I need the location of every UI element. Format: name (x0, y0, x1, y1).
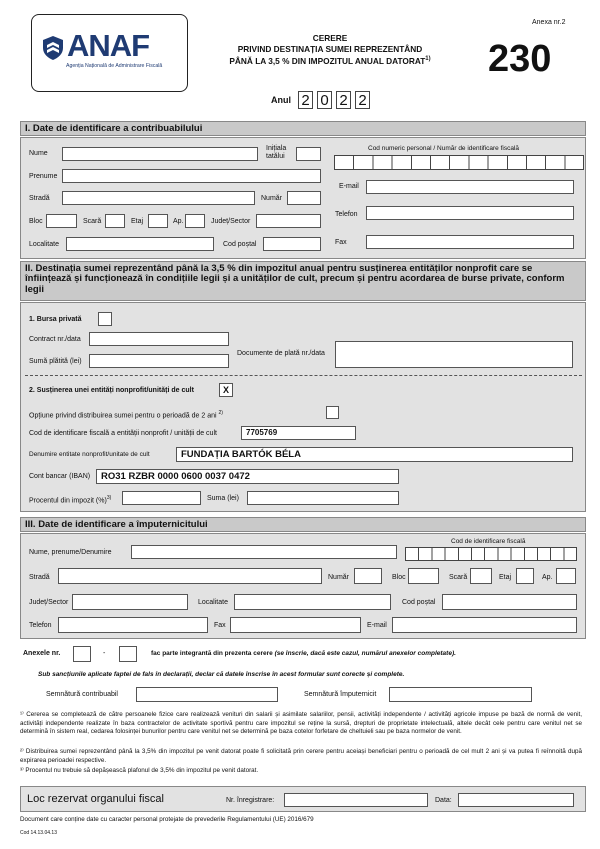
title-line3-wrap (200, 54, 460, 66)
footnote-2: ²⁾ Distribuirea sumei reprezentând până la 3,5% din impozitul pe venit datorat poate fi solicitată prin cerere pentru aceiași beneficiari pentru o perioadă de cel mult 2 ani și va putea fi reînnoită după expirarea perioadei respective. (20, 748, 582, 764)
field-fax[interactable] (366, 235, 574, 249)
label-denumire: Denumire entitate nonprofit/unitate de cult (29, 451, 150, 458)
label-numar: Număr (261, 195, 283, 202)
label-imp-judet: Județ/Sector (29, 599, 69, 606)
label-scara: Scară (83, 218, 102, 225)
field-bloc[interactable] (46, 214, 77, 228)
reserved-panel (20, 786, 586, 812)
label-bursa: 1. Bursa privată (29, 316, 82, 323)
section3-title: III. Date de identificare a împuternicitului (20, 517, 586, 532)
label-imp-numar: Număr (328, 574, 350, 581)
anaf-shield-icon (42, 35, 64, 61)
field-imp-bloc[interactable] (408, 568, 439, 584)
label-bloc: Bloc (29, 218, 43, 225)
field-nr-inreg[interactable] (284, 793, 428, 807)
field-cod-postal[interactable] (263, 237, 321, 251)
field-scara[interactable] (105, 214, 125, 228)
field-suma-platita[interactable] (89, 354, 229, 368)
year-digit-4[interactable]: 2 (355, 91, 370, 109)
label-optiune-wrap (29, 410, 223, 419)
anexe-text-italic: (se înscrie, dacă este cazul, numărul anexelor completate). (274, 650, 456, 657)
fals-warning: Sub sancțiunile aplicate faptei de fals în declarații, declar că datele înscrise în acest formular sunt corecte și complete. (38, 671, 405, 678)
checkbox-optiune[interactable] (326, 406, 339, 419)
label-contract: Contract nr./data (29, 336, 81, 343)
field-imp-ap[interactable] (556, 568, 576, 584)
label-etaj: Etaj (131, 218, 144, 225)
year-digit-3[interactable]: 2 (336, 91, 351, 109)
footnote-1: ¹⁾ Cererea se completează de către persoanele fizice care realizează venituri din salarii și asimilate salariilor, pensii, activități independente / activități agricole impuse pe bază de normă de venit, activități independente realizate în baza contractelor de activitate sportivă pentru care impozitul se reține la sursă, drepturi de proprietate intelectuală, altele decât cele pentru care venitul net se determină în sistem real, cedarea folosinței bunurilor pentru care venitul net se determină pe baza cotelor forfetare de cheltuieli sau pe baza normelor de venit. (20, 711, 582, 735)
field-ap[interactable] (185, 214, 205, 228)
label-imp-email: E-mail (367, 622, 387, 629)
year-digit-1[interactable]: 2 (298, 91, 313, 109)
field-imp-strada[interactable] (58, 568, 322, 584)
label-sig-contrib: Semnătură contribuabil (46, 691, 118, 698)
label-imp-etaj: Etaj (499, 574, 512, 581)
label-imp-scara: Scară (449, 574, 468, 581)
label-sustinere: 2. Susținerea unei entități nonprofit/unități de cult (29, 387, 194, 394)
form-number: 230 (488, 38, 552, 80)
field-sig-imput[interactable] (389, 687, 532, 702)
label-suma-platita: Sumă plătită (lei) (29, 358, 82, 365)
label-suma: Suma (lei) (207, 495, 239, 502)
field-data[interactable] (458, 793, 574, 807)
field-localitate[interactable] (66, 237, 214, 251)
field-telefon[interactable] (366, 206, 574, 220)
label-prenume: Prenume (29, 173, 58, 180)
label-judet: Județ/Sector (211, 218, 251, 225)
label-tatalui: tatălui (266, 153, 285, 160)
section3-panel (20, 533, 586, 639)
annex-label: Anexa nr.2 (532, 19, 566, 26)
field-imp-fax[interactable] (230, 617, 361, 633)
checkbox-sustinere[interactable]: X (219, 383, 233, 397)
label-imp-strada: Stradă (29, 574, 50, 581)
field-suma[interactable] (247, 491, 399, 505)
label-strada: Stradă (29, 195, 50, 202)
field-contract[interactable] (89, 332, 229, 346)
field-nume[interactable] (62, 147, 258, 161)
loc-rezervat: Loc rezervat organului fiscal (27, 793, 164, 805)
field-imp-email[interactable] (392, 617, 577, 633)
field-imp-numar[interactable] (354, 568, 382, 584)
gdpr-note: Document care conține date cu caracter personal protejate de prevederile Regulamentului (UE) 2016/679 (20, 816, 314, 823)
field-numar[interactable] (287, 191, 321, 205)
label-nr-inreg: Nr. înregistrare: (226, 797, 275, 804)
year-label: Anul (271, 95, 291, 105)
title-line3: PÂNĂ LA 3,5 % DIN IMPOZITUL ANUAL DATORAT (229, 55, 426, 66)
label-data: Data: (435, 797, 452, 804)
field-sig-contrib[interactable] (136, 687, 278, 702)
label-documente: Documente de plată nr./data (237, 350, 325, 357)
label-procent-wrap (29, 495, 111, 504)
field-imp-localitate[interactable] (234, 594, 391, 610)
field-documente[interactable] (335, 341, 573, 368)
section2-title: II. Destinația sumei reprezentând până la 3,5 % din impozitul anual pentru susținerea entităților nonprofit care se înființează și funcționează în condițiile legii și a unităților de cult, precum și pentru acordarea de burse private, conform legii (20, 261, 586, 301)
checkbox-bursa[interactable] (98, 312, 112, 326)
field-anexa-to[interactable] (119, 646, 137, 662)
anexe-dash: - (103, 650, 106, 657)
label-imp-localitate: Localitate (198, 599, 228, 606)
label-anexele: Anexele nr. (23, 650, 61, 657)
label-procent: Procentul din impozit (%) (29, 497, 107, 505)
field-imp-telefon[interactable] (58, 617, 208, 633)
label-ap: Ap. (173, 218, 184, 225)
anaf-logo (31, 14, 188, 92)
label-cnp: Cod numeric personal / Număr de identificare fiscală (368, 145, 520, 152)
label-cont: Cont bancar (IBAN) (29, 473, 91, 480)
label-imp-cif: Cod de identificare fiscală (451, 538, 526, 545)
section1-panel (20, 137, 586, 259)
label-imp-nume: Nume, prenume/Denumire (29, 549, 112, 556)
field-prenume[interactable] (62, 169, 321, 183)
label-imp-bloc: Bloc (392, 574, 406, 581)
field-procent[interactable] (122, 491, 201, 505)
label-fax: Fax (335, 239, 347, 246)
title-line2: PRIVIND DESTINAȚIA SUMEI REPREZENTÂND (237, 43, 423, 54)
imp-cif-cells[interactable] (405, 547, 577, 561)
logo-text: ANAF (67, 28, 150, 63)
field-denumire[interactable]: FUNDAȚIA BARTÓK BÉLA (176, 447, 573, 462)
anexe-text (151, 650, 456, 657)
label-telefon: Telefon (335, 211, 358, 218)
field-email[interactable] (366, 180, 574, 194)
field-imp-nume[interactable] (131, 545, 397, 559)
title-line1: CERERE (312, 33, 348, 43)
field-anexa-from[interactable] (73, 646, 91, 662)
label-email: E-mail (339, 183, 359, 190)
label-cod-postal: Cod poștal (223, 241, 257, 248)
field-imp-scara[interactable] (470, 568, 492, 584)
form-code: Cod 14.13.04.13 (20, 830, 57, 836)
optiune-sup: 2) (218, 410, 223, 416)
label-initiala: Inițiala (266, 145, 287, 152)
field-imp-cod-postal[interactable] (442, 594, 577, 610)
field-imp-etaj[interactable] (516, 568, 534, 584)
label-imp-fax: Fax (214, 622, 226, 629)
anexe-text-bold: fac parte integrantă din prezenta cerere (151, 650, 273, 657)
label-imp-cod-postal: Cod poștal (402, 599, 436, 606)
field-cif[interactable]: 7705769 (241, 426, 356, 440)
title-sup: 1) (425, 56, 431, 62)
section2-panel (20, 302, 586, 512)
label-localitate: Localitate (29, 241, 59, 248)
label-imp-ap: Ap. (542, 574, 553, 581)
label-cif: Cod de identificare fiscală a entității nonprofit / unității de cult (29, 430, 217, 437)
cnp-cells[interactable] (334, 155, 584, 170)
label-nume: Nume (29, 150, 48, 157)
procent-sup: 3) (106, 495, 112, 501)
field-cont[interactable]: RO31 RZBR 0000 0600 0037 0472 (96, 469, 399, 484)
logo-subtitle: Agenția Națională de Administrare Fiscală (66, 63, 163, 69)
label-optiune: Opțiune privind distribuirea sumei pentru o perioadă de 2 ani (29, 412, 217, 420)
label-imp-telefon: Telefon (29, 622, 52, 629)
field-initiala[interactable] (296, 147, 321, 161)
field-judet[interactable] (256, 214, 321, 228)
field-etaj[interactable] (148, 214, 168, 228)
field-strada[interactable] (62, 191, 255, 205)
field-imp-judet[interactable] (72, 594, 188, 610)
year-digit-2[interactable]: 0 (317, 91, 332, 109)
section1-title: I. Date de identificare a contribuabilului (20, 121, 586, 136)
footnote-3: ³⁾ Procentul nu trebuie să depășească plafonul de 3,5% din impozitul pe venit datorat. (20, 767, 259, 774)
form-title (200, 33, 460, 66)
label-sig-imput: Semnătură împuternicit (304, 691, 377, 698)
